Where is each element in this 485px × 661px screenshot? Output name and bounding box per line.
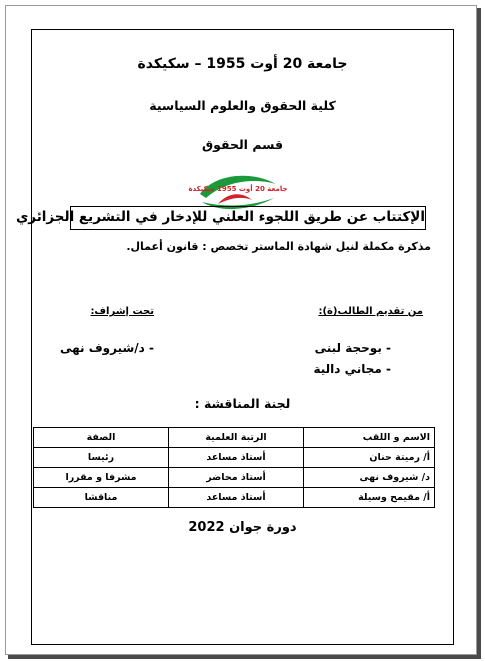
faculty-name: كلية الحقوق والعلوم السياسية <box>149 98 336 113</box>
page-inner-border <box>31 29 454 645</box>
university-name: جامعة 20 أوت 1955 – سكيكدة <box>137 56 348 72</box>
header-rank: الرتبة العلمية <box>169 428 304 448</box>
page-shadow-bottom <box>8 655 481 659</box>
table-row <box>34 448 435 468</box>
header-name: الاسم و اللقب <box>304 428 435 448</box>
thesis-title: الإكتتاب عن طريق اللجوء العلني للإدخار في التشريع الجزائري <box>70 206 426 230</box>
session-label: دورة جوان 2022 <box>188 520 297 535</box>
thesis-subtitle: مذكرة مكملة لنيل شهادة الماستر تخصص : قانون أعمال. <box>126 240 431 253</box>
jury-name: د/ شيروف نهى <box>304 468 435 488</box>
supervision-heading: تحت إشراف: <box>90 306 154 317</box>
logo-red-wave <box>218 194 252 204</box>
jury-role: رئيسا <box>34 448 169 468</box>
jury-table <box>33 427 435 508</box>
table-row <box>34 468 435 488</box>
logo-text: جامعة 20 أوت 1955 سكيكدة <box>188 185 288 193</box>
supervisor-name: - د/شيروف نهى <box>59 341 154 355</box>
header-role: الصفة <box>34 428 169 448</box>
jury-heading: لجنة المناقشة : <box>194 396 291 411</box>
jury-rank: أستاذ محاضر <box>169 468 304 488</box>
jury-table-header <box>34 428 435 448</box>
table-row <box>34 488 435 508</box>
jury-name: أ/ رميتة حنان <box>304 448 435 468</box>
jury-role: مناقشا <box>34 488 169 508</box>
jury-role: مشرفا و مقررا <box>34 468 169 488</box>
jury-rank: أستاذ مساعد <box>169 448 304 468</box>
jury-rank: أستاذ مساعد <box>169 488 304 508</box>
student-2: - مجاني دالية <box>313 362 391 376</box>
student-1: - بوحجة لبنى <box>314 341 391 355</box>
jury-name: أ/ مقيمح وسيلة <box>304 488 435 508</box>
students-heading: من تقديم الطالب(ة): <box>318 306 423 317</box>
department-name: قسم الحقوق <box>201 137 284 152</box>
